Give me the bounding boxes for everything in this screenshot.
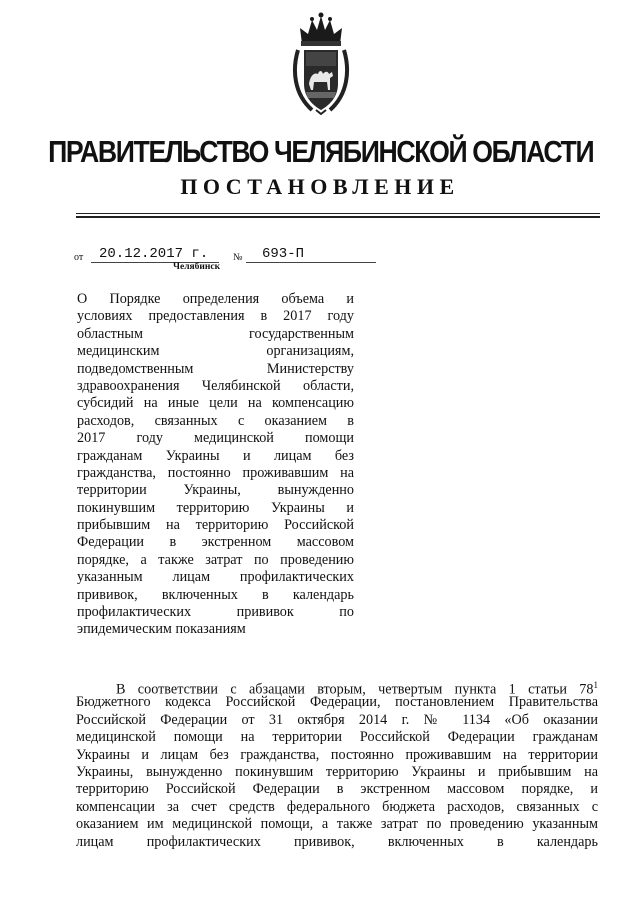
subject-line: порядке, а также затрат по проведению [77,551,354,568]
subject-line: прибывшим на территорию Российской [77,517,354,534]
body-line: лицам профилактических прививок, включенных в календарь [76,833,598,850]
subject-line: профилактических прививок по [77,604,354,621]
subject-line: покинувшим территорию Украины и [77,499,354,516]
coat-of-arms-icon [292,10,350,118]
header-rule-thick [76,216,600,218]
government-title: ПРАВИТЕЛЬСТВО ЧЕЛЯБИНСКОЙ ОБЛАСТИ [48,134,594,169]
document-number: 693-П [262,246,305,262]
body-line: оказанием им медицинской помощи, а также затрат по проведению указанным [76,816,598,833]
subject-line: О Порядке определения объема и [77,291,354,307]
subject-line: подведомственным Министерству [77,360,354,377]
document-type: ПОСТАНОВЛЕНИЕ [180,174,460,199]
subject-line: расходов, связанных с оказанием в [77,412,354,429]
subject-line: здравоохранения Челябинской области, [77,377,354,394]
body-line [76,677,598,698]
body-line: Бюджетного кодекса Российской Федерации, постановлением Правительства [76,694,598,711]
from-label: от [74,252,84,263]
article-superscript: 1 [593,680,598,690]
body-line: Украины и лицам без гражданства, постоянно проживавшим на территории [76,746,598,763]
body-line: компенсации за счет средств федерального бюджета расходов, связанных с [76,798,598,815]
document-subject [77,291,354,639]
subject-line: гражданства, постоянно проживавшим на [77,464,354,481]
subject-line: условиях предоставления в 2017 году [77,308,354,325]
subject-line: эпидемическим показаниям [77,621,246,638]
number-underline [246,262,376,263]
subject-line: областным государственным [77,325,354,342]
number-label: № [233,252,243,263]
body-line: территорию Российской Федерации в экстренном массовом порядке, и [76,781,598,798]
subject-line: гражданам Украины и лицам без [77,447,354,464]
body-line-text: В соответствии с абзацами вторым, четвертым пункта 1 статьи 78 [116,681,594,698]
body-line: Российской Федерации от 31 октября 2014 г. № 1134 «Об оказании [76,711,598,728]
subject-line: медицинским организациям, [77,343,354,360]
body-line: медицинской помощи на территории Российской Федерации гражданам [76,729,598,746]
subject-line: 2017 году медицинской помощи [77,430,354,447]
subject-line: территории Украины, вынужденно [77,482,354,499]
document-date: 20.12.2017 г. [99,246,209,262]
subject-line: субсидий на иные цели на компенсацию [77,395,354,412]
subject-line: указанным лицам профилактических [77,569,354,586]
document-body [76,677,598,851]
body-line: Украины, вынужденно покинувшим территорию Украины и прибывшим на [76,763,598,780]
header-rule-thin [76,213,600,214]
city-label: Челябинск [173,262,221,272]
subject-line: прививок, включенных в календарь [77,586,354,603]
subject-line: Федерации в экстренном массовом [77,534,354,551]
